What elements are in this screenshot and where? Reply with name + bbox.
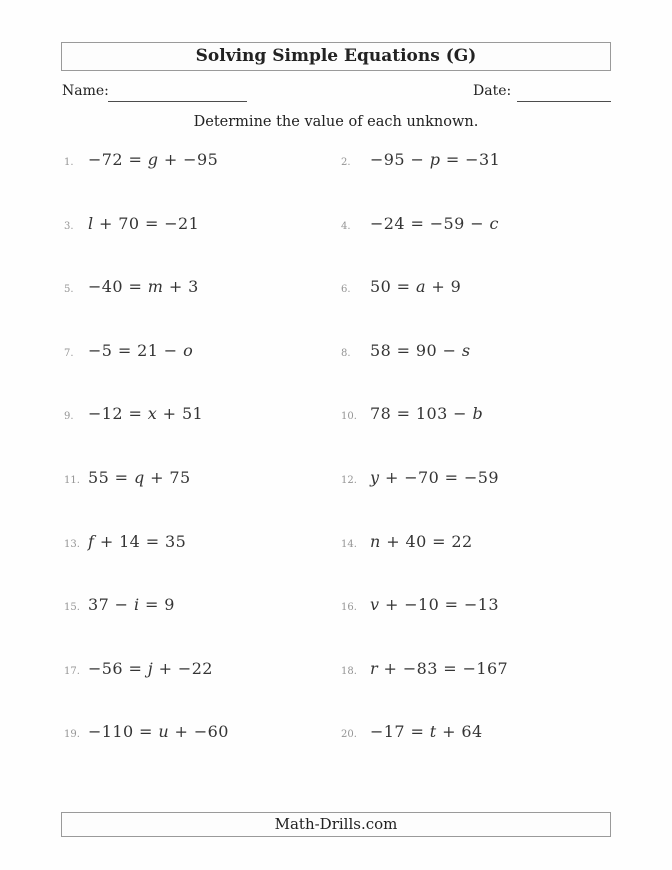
instruction-text: Determine the value of each unknown. bbox=[193, 114, 479, 130]
problem-number: 17. bbox=[64, 665, 80, 677]
problem-number: 3. bbox=[64, 220, 74, 232]
problem-number: 15. bbox=[64, 602, 80, 614]
equation-variable: a bbox=[415, 277, 426, 297]
problem-item bbox=[341, 214, 668, 233]
equation-text: = 9 bbox=[139, 595, 175, 615]
equation-text: −110 = bbox=[88, 722, 159, 742]
equation-variable: t bbox=[429, 722, 437, 742]
equation-variable: q bbox=[133, 468, 145, 487]
equation-text: + 9 bbox=[425, 277, 462, 297]
equation bbox=[88, 722, 229, 741]
problem-item bbox=[64, 532, 341, 551]
problem-item bbox=[341, 404, 668, 423]
problem-item bbox=[64, 468, 341, 487]
equation-variable: p bbox=[429, 150, 441, 170]
equation-text: + 40 = 22 bbox=[380, 531, 473, 551]
problem-item bbox=[64, 341, 341, 360]
equation-text: 37 − bbox=[88, 595, 134, 615]
equation-text: + 51 bbox=[157, 404, 204, 424]
equation-variable: o bbox=[183, 340, 194, 360]
equation-text: + 75 bbox=[144, 468, 191, 487]
equation bbox=[370, 341, 471, 360]
problem-number: 19. bbox=[64, 729, 80, 741]
worksheet-title-box bbox=[61, 42, 611, 71]
equation bbox=[370, 150, 500, 169]
equation bbox=[88, 214, 199, 233]
equation bbox=[88, 595, 175, 614]
equation-text: −72 = bbox=[88, 150, 148, 170]
problem-number: 4. bbox=[341, 220, 351, 232]
name-blank-line bbox=[108, 100, 247, 102]
equation-variable: s bbox=[461, 340, 471, 360]
equation-text: + −22 bbox=[153, 658, 213, 678]
equation-text: 50 = bbox=[370, 277, 416, 297]
equation-variable: g bbox=[147, 150, 159, 170]
equation bbox=[370, 277, 461, 296]
equation bbox=[370, 722, 483, 741]
equation-variable: n bbox=[370, 531, 381, 551]
date-label: Date: bbox=[473, 83, 512, 99]
equation-variable: l bbox=[88, 213, 94, 233]
problem-item bbox=[64, 214, 341, 233]
equation-text: + −95 bbox=[158, 150, 219, 170]
equation-text: −12 = bbox=[88, 404, 148, 424]
problem-item bbox=[341, 595, 668, 614]
equation bbox=[88, 150, 218, 169]
equation-variable: b bbox=[472, 404, 484, 424]
equation bbox=[370, 532, 473, 551]
equation-variable: x bbox=[147, 404, 158, 424]
equation-text: 78 = 103 − bbox=[370, 404, 473, 424]
problem-number: 16. bbox=[341, 602, 357, 614]
problem-item bbox=[64, 404, 341, 423]
problem-number: 5. bbox=[64, 284, 74, 296]
problems-grid bbox=[64, 128, 668, 763]
equation bbox=[88, 468, 191, 487]
problem-number: 12. bbox=[341, 475, 357, 486]
problem-item bbox=[341, 150, 668, 169]
equation bbox=[370, 214, 499, 233]
equation-text: + −60 bbox=[169, 722, 229, 742]
equation-text: + −70 = −59 bbox=[379, 468, 499, 487]
problem-number: 2. bbox=[341, 157, 351, 169]
equation-text: + −10 = −13 bbox=[379, 595, 499, 615]
equation-variable: i bbox=[133, 595, 140, 615]
equation-text: 55 = bbox=[88, 468, 134, 487]
equation bbox=[370, 595, 499, 614]
footer-text: Math-Drills.com bbox=[274, 815, 398, 833]
equation-variable: v bbox=[370, 595, 380, 615]
problem-number: 7. bbox=[64, 347, 74, 359]
equation bbox=[370, 468, 499, 487]
equation bbox=[88, 404, 203, 423]
problem-item bbox=[341, 341, 668, 360]
equation-text: = −31 bbox=[440, 150, 501, 170]
equation-variable: f bbox=[88, 531, 95, 551]
footer-box bbox=[61, 812, 611, 837]
problem-number: 20. bbox=[341, 729, 357, 741]
equation-text: + −83 = −167 bbox=[378, 658, 509, 678]
equation bbox=[88, 277, 199, 296]
problem-number: 18. bbox=[341, 665, 357, 677]
problem-number: 14. bbox=[341, 538, 357, 550]
equation-text: + 64 bbox=[436, 722, 483, 742]
equation bbox=[370, 404, 483, 423]
name-label: Name: bbox=[62, 83, 109, 99]
problem-item bbox=[64, 659, 341, 678]
problem-item bbox=[341, 722, 668, 741]
equation-text: −5 = 21 − bbox=[88, 340, 184, 360]
problem-item bbox=[341, 532, 668, 551]
equation-text: + 3 bbox=[163, 277, 199, 297]
equation-text: −95 − bbox=[370, 150, 430, 170]
problem-number: 1. bbox=[64, 157, 74, 169]
equation-variable: c bbox=[489, 213, 499, 233]
equation-text: −56 = bbox=[88, 658, 148, 678]
problem-number: 10. bbox=[341, 411, 357, 423]
problem-number: 9. bbox=[64, 411, 74, 423]
problem-item bbox=[341, 277, 668, 296]
problem-number: 13. bbox=[64, 538, 80, 550]
equation-variable: y bbox=[370, 468, 380, 487]
problem-number: 6. bbox=[341, 284, 351, 296]
problem-item bbox=[64, 150, 341, 169]
equation bbox=[370, 659, 508, 678]
equation bbox=[88, 341, 193, 360]
problem-number: 8. bbox=[341, 347, 351, 359]
equation-text: −40 = bbox=[88, 277, 148, 297]
equation-variable: u bbox=[158, 722, 170, 742]
equation-text: 58 = 90 − bbox=[370, 340, 462, 360]
equation bbox=[88, 532, 186, 551]
problem-item bbox=[341, 659, 668, 678]
equation-text: + 14 = 35 bbox=[94, 531, 187, 551]
problem-item bbox=[64, 595, 341, 614]
equation-text: + 70 = −21 bbox=[93, 213, 200, 233]
equation-text: −24 = −59 − bbox=[370, 213, 490, 233]
equation-variable: r bbox=[370, 658, 379, 678]
page-title: Solving Simple Equations (G) bbox=[195, 46, 477, 66]
equation bbox=[88, 659, 213, 678]
problem-item bbox=[64, 277, 341, 296]
date-blank-line bbox=[517, 100, 611, 102]
problem-item bbox=[64, 722, 341, 741]
equation-variable: j bbox=[147, 658, 154, 678]
equation-text: −17 = bbox=[370, 722, 430, 742]
equation-variable: m bbox=[147, 277, 164, 297]
problem-item bbox=[341, 468, 668, 487]
problem-number: 11. bbox=[64, 475, 80, 486]
